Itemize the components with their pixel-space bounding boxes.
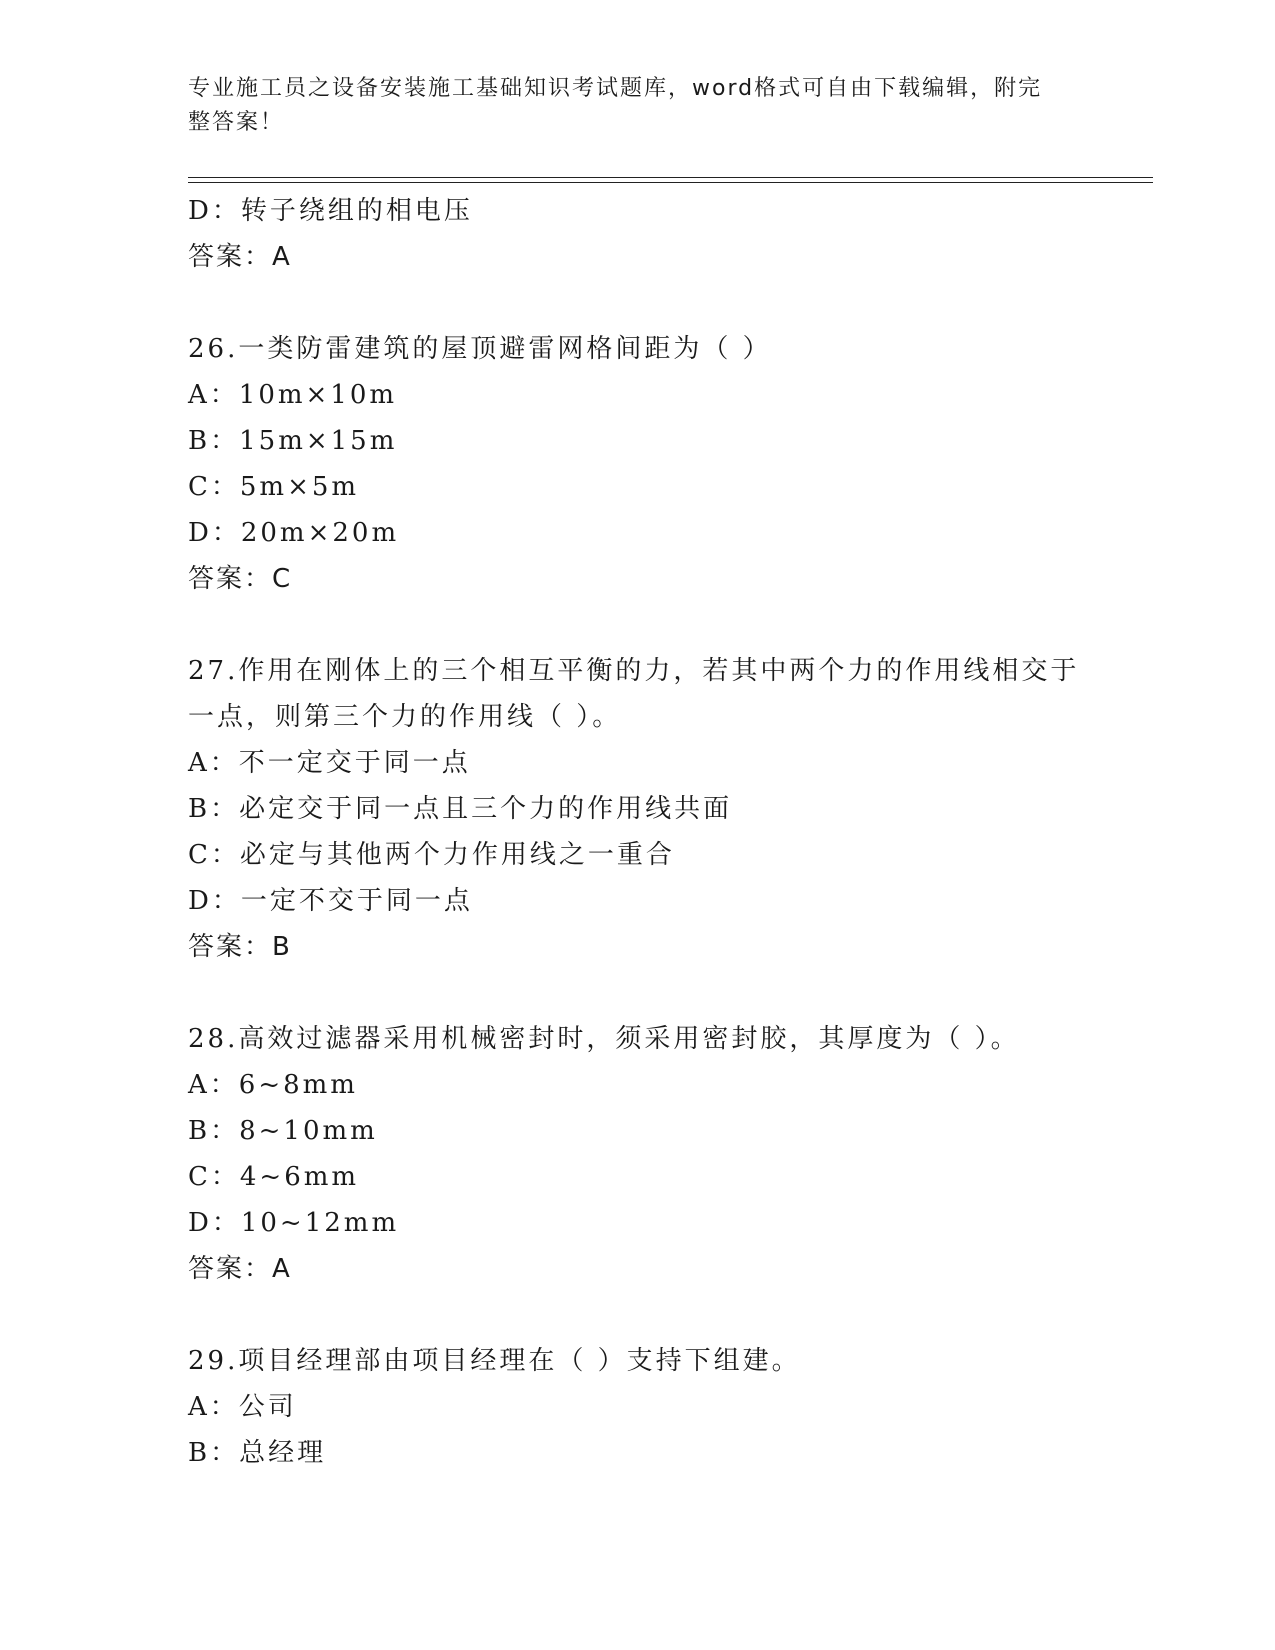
question-29 (188, 1338, 1148, 1476)
option-b: B：总经理 (188, 1438, 327, 1468)
option-b: B：8~10mm (188, 1116, 378, 1146)
header-divider-top (188, 177, 1153, 178)
question-stem: 29.项目经理部由项目经理在（ ）支持下组建。 (188, 1346, 801, 1376)
answer: 答案：A (188, 242, 292, 272)
question-26 (188, 326, 1148, 602)
document-body (188, 188, 1148, 1476)
answer: 答案：A (188, 1254, 292, 1284)
option-d: D：10~12mm (188, 1208, 400, 1238)
option-c: C：必定与其他两个力作用线之一重合 (188, 840, 675, 870)
option-a: A：10m×10m (188, 380, 398, 410)
answer: 答案：C (188, 564, 293, 594)
header-line-2: 整答案！ (188, 110, 285, 135)
question-stem-continued: 一点，则第三个力的作用线（ ）。 (188, 702, 622, 732)
option-a: A：不一定交于同一点 (188, 748, 471, 778)
question-27 (188, 648, 1148, 970)
option-b: B：必定交于同一点且三个力的作用线共面 (188, 794, 733, 824)
lead-question-tail (188, 188, 1148, 280)
option-c: C：5m×5m (188, 472, 360, 502)
answer: 答案：B (188, 932, 292, 962)
option-d: D：20m×20m (188, 518, 400, 548)
header-divider-bottom (188, 182, 1153, 183)
option-d: D：转子绕组的相电压 (188, 196, 473, 226)
question-stem: 27.作用在刚体上的三个相互平衡的力，若其中两个力的作用线相交于 (188, 656, 1080, 686)
option-a: A：6~8mm (188, 1070, 358, 1100)
question-stem: 26.一类防雷建筑的屋顶避雷网格间距为（ ） (188, 334, 772, 364)
question-stem: 28.高效过滤器采用机械密封时，须采用密封胶，其厚度为（ ）。 (188, 1024, 1020, 1054)
option-a: A：公司 (188, 1392, 297, 1422)
option-b: B：15m×15m (188, 426, 398, 456)
option-c: C：4~6mm (188, 1162, 360, 1192)
page-header (188, 72, 1068, 140)
question-28 (188, 1016, 1148, 1292)
option-d: D：一定不交于同一点 (188, 886, 473, 916)
header-line-1: 专业施工员之设备安装施工基础知识考试题库，word格式可自由下载编辑，附完 (188, 76, 1043, 101)
